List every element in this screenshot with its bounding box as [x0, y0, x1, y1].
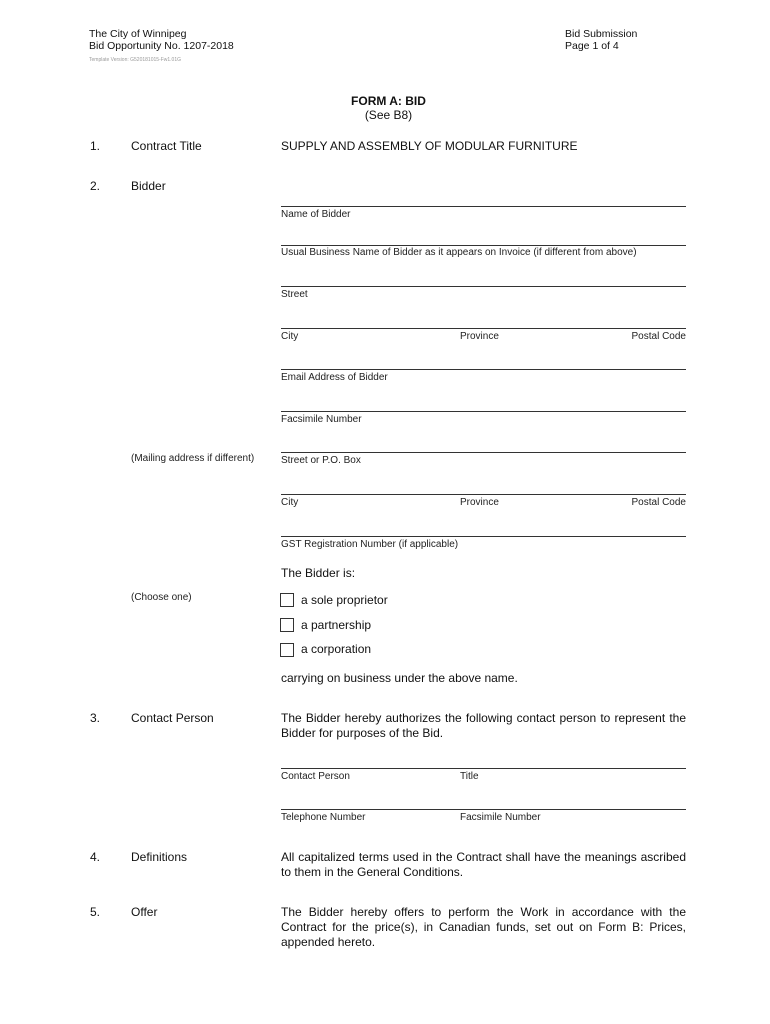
offer-text: The Bidder hereby offers to perform the Work in accordance with the Contract for the price(s), in Canadian funds, set out on Form B: Prices, appended hereto. — [281, 905, 686, 949]
postal-code-label: Postal Code — [631, 331, 686, 342]
city-line[interactable] — [281, 328, 686, 329]
contact-title-label: Title — [460, 771, 479, 782]
partnership-checkbox[interactable] — [280, 618, 294, 632]
section4-label: Definitions — [131, 850, 188, 864]
section1-number: 1. — [90, 139, 101, 153]
telephone-label: Telephone Number — [281, 812, 366, 823]
fax-line[interactable] — [281, 411, 686, 412]
section2-number: 2. — [90, 179, 101, 193]
section3-label: Contact Person — [131, 711, 214, 725]
gst-label: GST Registration Number (if applicable) — [281, 539, 459, 550]
section5-number: 5. — [90, 905, 101, 919]
fax-label: Facsimile Number — [281, 414, 362, 425]
section3-number: 3. — [90, 711, 101, 725]
corporation-label: a corporation — [301, 642, 372, 656]
section4-number: 4. — [90, 850, 101, 864]
carrying-on-text: carrying on business under the above name. — [281, 671, 518, 685]
city2-line[interactable] — [281, 494, 686, 495]
street-line[interactable] — [281, 286, 686, 287]
postal-code2-label: Postal Code — [631, 497, 686, 508]
mailing-address-note: (Mailing address if different) — [131, 453, 255, 464]
template-version: Template Version: G520181015-Fw1.01G — [89, 57, 181, 63]
street-label: Street — [281, 289, 308, 300]
choose-one-note: (Choose one) — [131, 592, 192, 603]
header-org: The City of Winnipeg — [89, 28, 187, 40]
province2-label: Province — [460, 497, 499, 508]
header-doc-type: Bid Submission — [565, 28, 638, 40]
street-po-label: Street or P.O. Box — [281, 455, 361, 466]
name-of-bidder-line[interactable] — [281, 206, 686, 207]
gst-line[interactable] — [281, 536, 686, 537]
sole-proprietor-label: a sole proprietor — [301, 593, 388, 607]
partnership-label: a partnership — [301, 618, 372, 632]
contact-person-line[interactable] — [281, 768, 686, 769]
contact-fax-label: Facsimile Number — [460, 812, 541, 823]
contact-authorization-text: The Bidder hereby authorizes the following contact person to represent the Bidder for purposes of the Bid. — [281, 711, 686, 740]
corporation-checkbox[interactable] — [280, 643, 294, 657]
form-subtitle: (See B8) — [364, 108, 413, 122]
definitions-text: All capitalized terms used in the Contract shall have the meanings ascribed to them in the General Conditions. — [281, 850, 686, 879]
contact-person-label: Contact Person — [281, 771, 350, 782]
usual-business-name-label: Usual Business Name of Bidder as it appears on Invoice (if different from above) — [281, 247, 637, 258]
section2-label: Bidder — [131, 179, 166, 193]
section5-label: Offer — [131, 905, 158, 919]
contract-title-value: SUPPLY AND ASSEMBLY OF MODULAR FURNITURE — [281, 139, 578, 153]
section1-label: Contract Title — [131, 139, 202, 153]
usual-business-name-line[interactable] — [281, 245, 686, 246]
header-bid-opportunity: Bid Opportunity No. 1207-2018 — [89, 40, 234, 52]
name-of-bidder-label: Name of Bidder — [281, 209, 351, 220]
city-label: City — [281, 331, 299, 342]
province-label: Province — [460, 331, 499, 342]
header-page: Page 1 of 4 — [565, 40, 619, 52]
sole-proprietor-checkbox[interactable] — [280, 593, 294, 607]
form-title: FORM A: BID — [351, 94, 426, 108]
email-line[interactable] — [281, 369, 686, 370]
city2-label: City — [281, 497, 299, 508]
bidder-is-label: The Bidder is: — [281, 566, 356, 580]
telephone-line[interactable] — [281, 809, 686, 810]
street-po-line[interactable] — [281, 452, 686, 453]
email-label: Email Address of Bidder — [281, 372, 388, 383]
